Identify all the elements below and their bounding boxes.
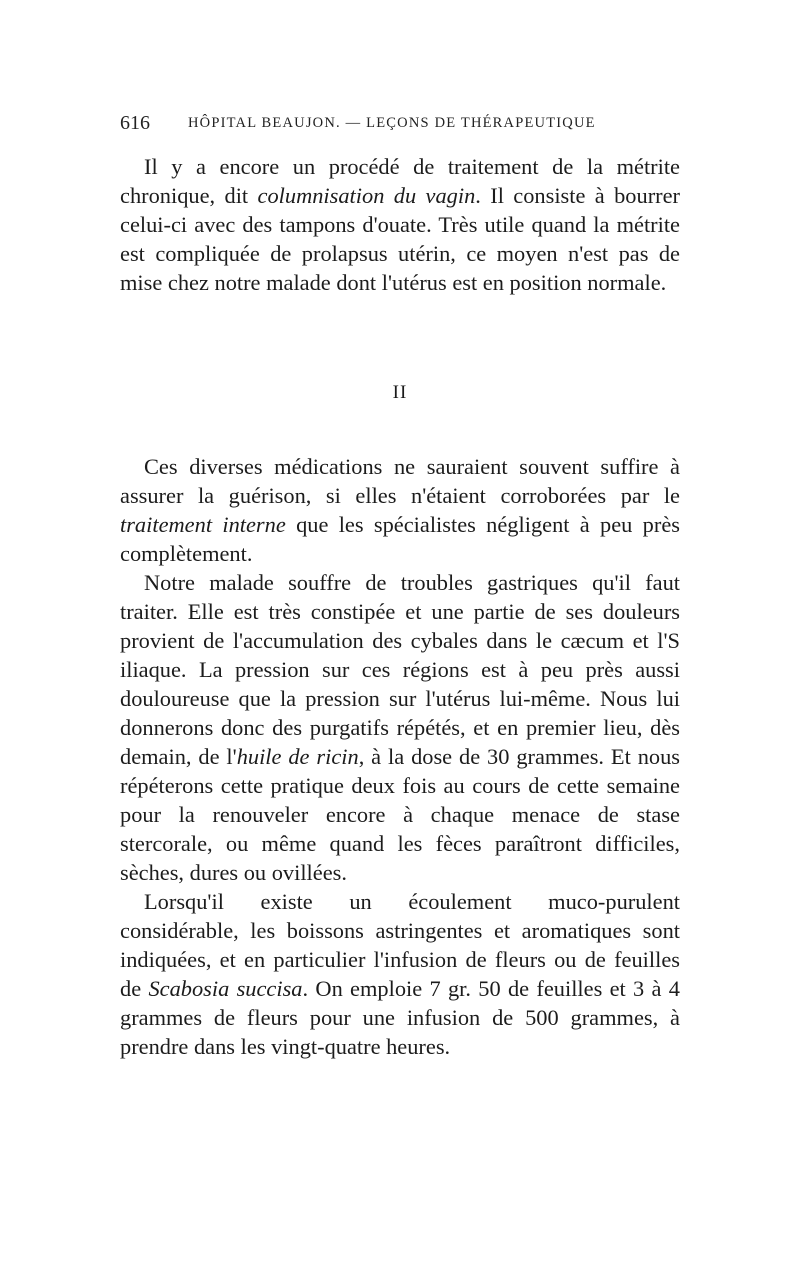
italic-term: columnisation du vagin	[257, 183, 476, 208]
text-block-top	[120, 152, 680, 297]
running-title: HÔPITAL BEAUJON. — LEÇONS DE THÉRAPEUTIQUE	[188, 115, 596, 131]
section-heading: II	[392, 382, 408, 403]
italic-term: huile de ricin	[236, 744, 359, 769]
paragraph: Lorsqu'il existe un écoulement muco-purulent considérable, les boissons astringentes et aromatiques sont indiquées, et en particulier l'infusion de fleurs ou de feuilles de Scabosia succisa. On emploie 7 gr. 50 de feuilles et 3 à 4 grammes de fleurs pour une infusion de 500 grammes, à prendre dans les vingt-quatre heures.	[120, 889, 680, 1059]
paragraph: Ces diverses médications ne sauraient souvent suffire à assurer la guérison, si elles n'étaient corroborées par le traitement interne que les spécialistes négligent à peu près complètement.	[120, 454, 680, 566]
text-block-main	[120, 452, 680, 1061]
paragraph: Notre malade souffre de troubles gastriques qu'il faut traiter. Elle est très constipée et une partie de ses douleurs provient de l'accumulation des cybales dans le cæcum et l'S iliaque. La pression sur ces régions est à peu près aussi douloureuse que la pression sur l'utérus lui-même. Nous lui donnerons donc des purgatifs répétés, et en premier lieu, dès demain, de l'huile de ricin, à la dose de 30 grammes. Et nous répéterons cette pratique deux fois au cours de cette semaine pour la renouveler encore à chaque menace de stase stercorale, ou même quand les fèces paraîtront difficiles, sèches, dures ou ovillées.	[120, 570, 680, 885]
page-number: 616	[120, 112, 150, 134]
italic-term: Scabosia succisa	[148, 976, 303, 1001]
italic-term: traitement interne	[120, 512, 286, 537]
page-header	[120, 112, 680, 142]
paragraph: Il y a encore un procédé de traitement de la métrite chronique, dit columnisation du vagin. Il consiste à bourrer celui-ci avec des tampons d'ouate. Très utile quand la métrite est compliquée de prolapsus utérin, ce moyen n'est pas de mise chez notre malade dont l'utérus est en position normale.	[120, 154, 680, 295]
